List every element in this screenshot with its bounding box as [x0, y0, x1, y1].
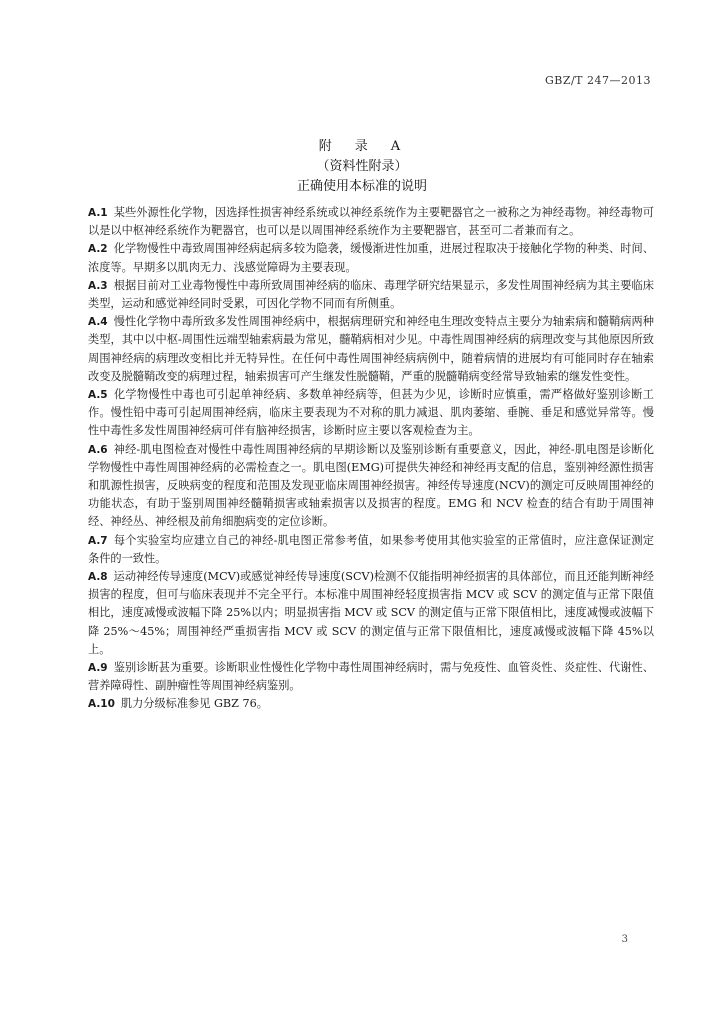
clause-number: A.10	[88, 698, 115, 711]
clause-number: A.2	[88, 243, 108, 256]
clause-text: 每个实验室均应建立自己的神经-肌电图正常参考值，如果参考使用其他实验室的正常值时，应注意保证测定条件的一致性。	[88, 533, 654, 565]
clause-a2	[88, 240, 654, 276]
clause-number: A.7	[88, 534, 108, 547]
clause-text: 化学物慢性中毒致周围神经病起病多较为隐袭，缓慢渐进性加重，进展过程取决于接触化学物的种类、时间、浓度等。早期多以肌肉无力、浅感觉障碍为主要表现。	[88, 242, 654, 274]
clause-text: 运动神经传导速度(MCV)或感觉神经传导速度(SCV)检测不仅能指明神经损害的具体部位，而且还能判断神经损害的程度，但可与临床表现并不完全平行。本标准中周围神经轻度损害指 MCV 或 SCV 的测定值与正常下限值相比，速度减慢或波幅下降 25%以内；明显损害指 MCV 或 SCV 的测定值与正常下限值相比，速度减慢或波幅下降 25%～45%；周围神经严重损害指 MCV 或 SCV 的测定值与正常下限值相比，速度减慢或波幅下降 45%以上。	[88, 570, 654, 656]
clause-text: 某些外源性化学物，因选择性损害神经系统或以神经系统作为主要靶器官之一被称之为神经毒物。神经毒物可以是以中枢神经系统作为靶器官，也可以是以周围神经系统作为主要靶器官，甚至可二者兼而有之。	[88, 206, 654, 238]
clause-number: A.1	[88, 207, 108, 219]
clause-a7	[88, 532, 654, 568]
page-number: 3	[621, 934, 628, 945]
appendix-subtitle: 正确使用本标准的说明	[296, 179, 427, 194]
clause-text: 根据目前对工业毒物慢性中毒所致周围神经病的临床、毒理学研究结果显示，多发性周围神经病为其主要临床类型，运动和感觉神经同时受累，可因化学物不同而有所侧重。	[88, 278, 654, 311]
clause-a6	[88, 441, 654, 532]
appendix-title: 附 录 A	[318, 139, 406, 154]
clause-text: 神经-肌电图检查对慢性中毒性周围神经病的早期诊断以及鉴别诊断有重要意义，因此，神经-肌电图是诊断化学物慢性中毒性周围神经病的必需检查之一。肌电图(EMG)可提供失神经和神经再支配的信息，鉴别神经源性损害和肌源性损害，反映病变的程度和范围及发现亚临床周围神经损害。神经传导速度(NCV)的测定可反映周围神经的功能状态，有助于鉴别周围神经髓鞘损害或轴索损害以及损害的程度。EMG 和 NCV 检查的结合有助于周围神经、神经丛、神经根及前角细胞病变的定位诊断。	[88, 442, 654, 529]
clause-number: A.9	[88, 662, 108, 675]
standard-code: GBZ/T 247—2013	[544, 74, 651, 87]
appendix-type: （资料性附录）	[316, 159, 408, 174]
clause-number: A.4	[88, 316, 108, 329]
clause-a1	[88, 204, 654, 240]
clause-number: A.6	[88, 443, 108, 456]
clause-a3	[88, 277, 654, 313]
clause-number: A.5	[88, 389, 108, 402]
clause-number: A.8	[88, 571, 108, 584]
clause-a4	[88, 313, 654, 386]
clause-text: 慢性化学物中毒所致多发性周围神经病中，根据病理研究和神经电生理改变特点主要分为轴索病和髓鞘病两种类型，其中以中枢-周围性远端型轴索病最为常见，髓鞘病相对少见。中毒性周围神经病的病理改变与其他原因所致周围神经病的病理改变相比并无特异性。在任何中毒性周围神经病病例中，随着病情的进展均有可能同时存在轴索改变及脱髓鞘改变的病理过程，轴索损害可产生继发性脱髓鞘，严重的脱髓鞘病变经常导致轴索的继发性变性。	[88, 315, 654, 383]
clause-text: 肌力分级标准参见 GBZ 76。	[120, 697, 268, 711]
clause-a5	[88, 386, 654, 441]
clause-a8	[88, 568, 654, 659]
clause-a10	[88, 695, 654, 713]
clause-list	[88, 204, 654, 714]
clause-number: A.3	[88, 279, 108, 292]
clause-text: 化学物慢性中毒也可引起单神经病、多数单神经病等，但甚为少见，诊断时应慎重，需严格做好鉴别诊断工作。慢性铅中毒可引起周围神经病，临床主要表现为不对称的肌力减退、肌肉萎缩、垂腕、垂足和感觉异常等。慢性中毒性多发性周围神经病可伴有脑神经损害，诊断时应主要以客观检查为主。	[88, 388, 654, 438]
clause-text: 鉴别诊断甚为重要。诊断职业性慢性化学物中毒性周围神经病时，需与免疫性、血管炎性、炎症性、代谢性、营养障碍性、副肿瘤性等周围神经病鉴别。	[88, 661, 654, 693]
clause-a9	[88, 659, 654, 695]
